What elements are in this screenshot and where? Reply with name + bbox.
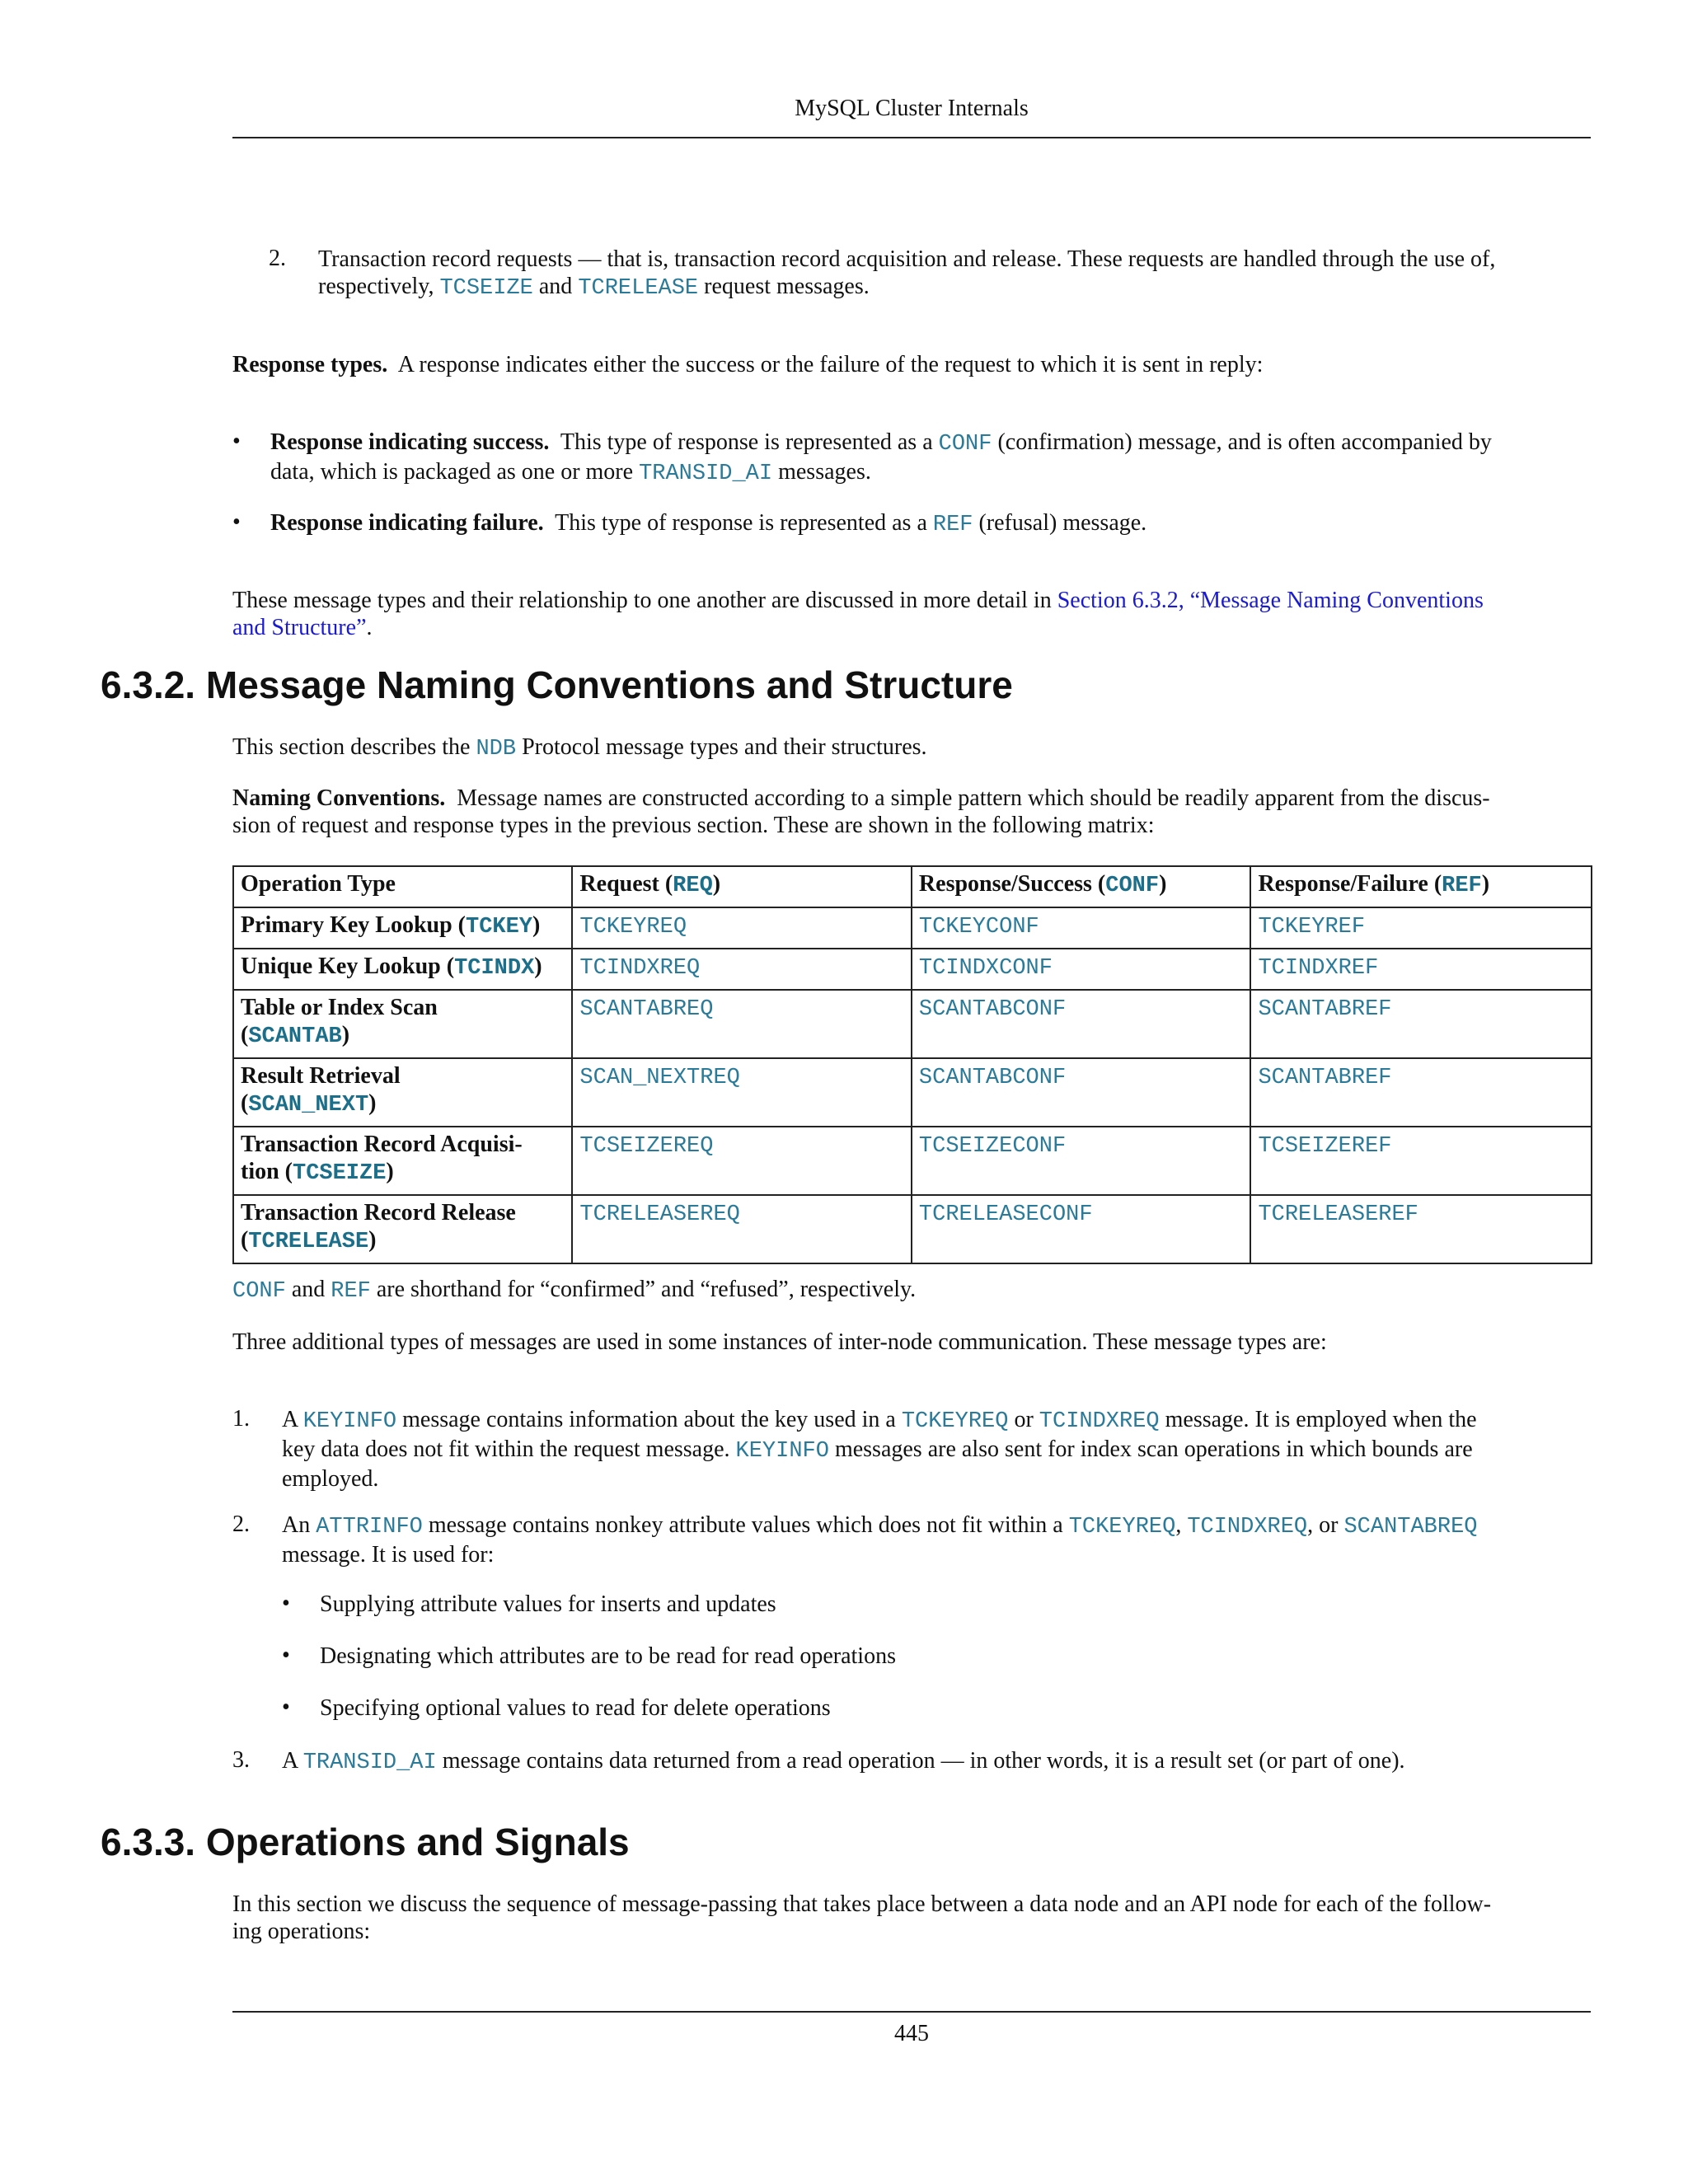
table-row — [233, 1058, 1592, 1127]
table-row — [233, 1127, 1592, 1195]
section-heading-632: 6.3.2. Message Naming Conventions and Structure — [101, 663, 1013, 706]
response-types-paragraph: Response types. A response indicates either the success or the failure of the request to which it is sent in reply: — [232, 352, 1264, 377]
table-cell-operation: Table or Index Scan (SCANTAB) — [233, 990, 572, 1058]
table-cell: SCAN_NEXTREQ — [572, 1058, 912, 1127]
code-tcrelease[interactable]: TCRELEASE — [578, 276, 699, 301]
table-cell-operation: Transaction Record Acquisi- tion (TCSEIZE) — [233, 1127, 572, 1195]
table-cell: TCRELEASEREQ — [572, 1195, 912, 1263]
list-item-keyinfo: A KEYINFO message contains information about the key used in a TCKEYREQ or TCINDXREQ message. It is employed when the key data does not fit within the request message. KEYINFO messages are also sent for index scan operations in which bounds are employed. — [282, 1407, 1477, 1492]
code-transid-ai[interactable]: TRANSID_AI — [639, 462, 773, 486]
bullet: • — [232, 429, 241, 454]
table-header: Request (REQ) — [572, 866, 912, 907]
table-cell: TCSEIZEREF — [1250, 1127, 1592, 1195]
page-number: 445 — [894, 2021, 929, 2046]
table-header: Operation Type — [233, 866, 572, 907]
table-cell: TCSEIZEREQ — [572, 1127, 912, 1195]
table-row — [233, 990, 1592, 1058]
bullet: • — [282, 1643, 290, 1668]
code-ref[interactable]: REF — [331, 1279, 371, 1304]
table-cell: TCKEYREF — [1250, 907, 1592, 949]
table-header: Response/Failure (REF) — [1250, 866, 1592, 907]
table-cell: TCRELEASECONF — [912, 1195, 1251, 1263]
table-row — [233, 1195, 1592, 1263]
closing-paragraph: These message types and their relationship to one another are discussed in more detail in Section 6.3.2, “Message Naming Conventions and Structure”. — [232, 588, 1484, 640]
naming-conventions-paragraph: Naming Conventions. Message names are constructed according to a simple pattern which should be readily apparent from the discus- sion of request and response types in the previous section. These are shown in the following matrix: — [232, 785, 1490, 838]
table-cell-operation: Unique Key Lookup (TCINDX) — [233, 949, 572, 990]
additional-paragraph: Three additional types of messages are used in some instances of inter-node communication. These message types are: — [232, 1329, 1327, 1355]
table-header-row — [233, 866, 1592, 907]
section-desc: This section describes the NDB Protocol message types and their structures. — [232, 734, 927, 762]
table-header: Response/Success (CONF) — [912, 866, 1251, 907]
message-matrix-table — [232, 865, 1592, 1264]
table-row — [233, 907, 1592, 949]
table-cell: SCANTABCONF — [912, 1058, 1251, 1127]
table-cell-operation: Result Retrieval (SCAN_NEXT) — [233, 1058, 572, 1127]
bullet: • — [282, 1591, 290, 1616]
running-header: MySQL Cluster Internals — [795, 96, 1029, 121]
list-number: 1. — [232, 1406, 250, 1432]
list-item-transid-ai: A TRANSID_AI message contains data returned from a read operation — in other words, it is a result set (or part of one). — [282, 1748, 1405, 1775]
table-cell: TCINDXCONF — [912, 949, 1251, 990]
sub-list-item: Supplying attribute values for inserts and updates — [320, 1591, 776, 1617]
response-success-item: Response indicating success. This type of response is represented as a CONF (confirmation) message, and is often accompanied by data, which is packaged as one or more TRANSID_AI messages. — [270, 429, 1492, 486]
footer-rule — [232, 2011, 1591, 2013]
shorthand-paragraph: CONF and REF are shorthand for “confirmed” and “refused”, respectively. — [232, 1277, 917, 1304]
table-cell: TCRELEASEREF — [1250, 1195, 1592, 1263]
table-cell: SCANTABCONF — [912, 990, 1251, 1058]
list-number: 2. — [232, 1511, 250, 1537]
table-cell: SCANTABREF — [1250, 1058, 1592, 1127]
code-ndb[interactable]: NDB — [476, 737, 517, 762]
code-conf[interactable]: CONF — [938, 432, 992, 457]
header-rule — [232, 137, 1591, 138]
intro-list-item: Transaction record requests — that is, transaction record acquisition and release. These requests are handled through the use of, respectively, TCSEIZE and TCRELEASE request messages. — [318, 246, 1496, 301]
section-633-paragraph: In this section we discuss the sequence of message-passing that takes place between a data node and an API node for each of the follow- ing operations: — [232, 1891, 1492, 1944]
table-cell: TCKEYREQ — [572, 907, 912, 949]
section-link-cont[interactable]: and Structure” — [232, 615, 367, 640]
bullet: • — [232, 509, 241, 535]
sub-list-item: Designating which attributes are to be read for read operations — [320, 1643, 896, 1669]
table-row — [233, 949, 1592, 990]
list-number: 2. — [269, 246, 286, 271]
table-cell: SCANTABREQ — [572, 990, 912, 1058]
sub-list-item: Specifying optional values to read for delete operations — [320, 1695, 831, 1721]
code-tcseize[interactable]: TCSEIZE — [439, 276, 533, 301]
list-number: 3. — [232, 1747, 250, 1773]
list-item-attrinfo: An ATTRINFO message contains nonkey attribute values which does not fit within a TCKEYREQ, TCINDXREQ, or SCANTABREQ message. It is used for: — [282, 1512, 1478, 1568]
table-cell: TCINDXREQ — [572, 949, 912, 990]
section-heading-633: 6.3.3. Operations and Signals — [101, 1821, 630, 1863]
response-failure-item: Response indicating failure. This type of response is represented as a REF (refusal) message. — [270, 510, 1147, 537]
bullet: • — [282, 1694, 290, 1720]
table-cell: TCINDXREF — [1250, 949, 1592, 990]
table-cell: SCANTABREF — [1250, 990, 1592, 1058]
table-cell: TCSEIZECONF — [912, 1127, 1251, 1195]
code-conf[interactable]: CONF — [232, 1279, 286, 1304]
table-cell-operation: Primary Key Lookup (TCKEY) — [233, 907, 572, 949]
table-cell-operation: Transaction Record Release (TCRELEASE) — [233, 1195, 572, 1263]
code-ref[interactable]: REF — [932, 513, 973, 537]
section-link[interactable]: Section 6.3.2, “Message Naming Conventions — [1057, 588, 1484, 613]
table-cell: TCKEYCONF — [912, 907, 1251, 949]
